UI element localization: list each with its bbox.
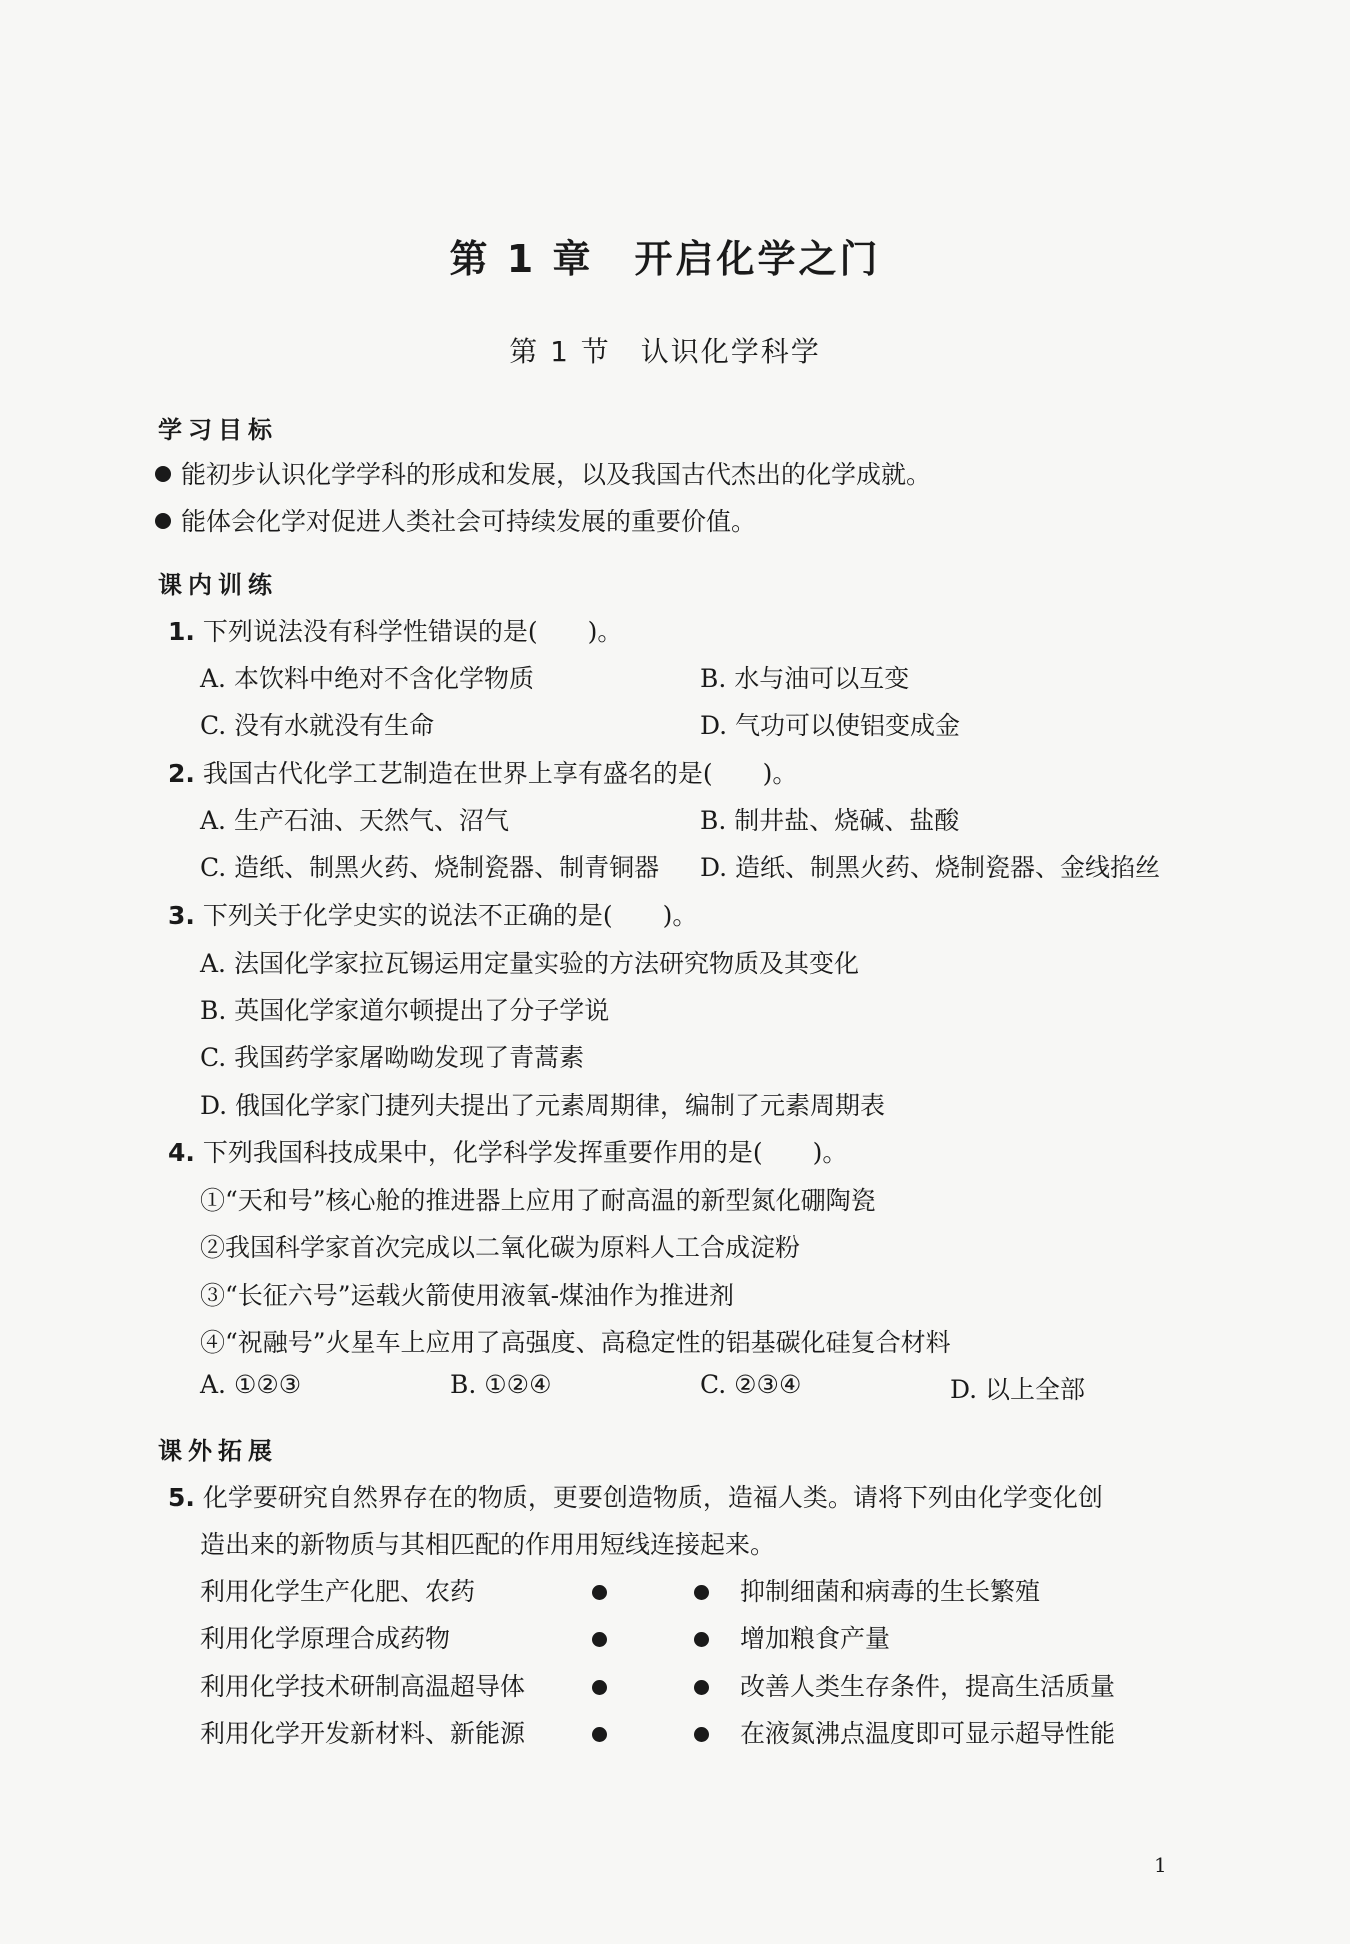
class-training-heading: 课内训练: [158, 571, 278, 599]
match-right-dot-4[interactable]: [694, 1727, 709, 1742]
match-left-dot-4[interactable]: [592, 1727, 607, 1742]
question-4-statement-4: ④“祝融号”火星车上应用了高强度、高稳定性的铝基碳化硅复合材料: [200, 1328, 951, 1357]
match-right-item-3: 改善人类生存条件，提高生活质量: [740, 1672, 1116, 1701]
objective-item-2: 能体会化学对促进人类社会可持续发展的重要价值。: [155, 502, 756, 538]
question-3-option-a: A. 法国化学家拉瓦锡运用定量实验的方法研究物质及其变化: [200, 949, 859, 978]
question-2-option-d: D. 造纸、制黑火药、烧制瓷器、金线掐丝: [700, 853, 1161, 882]
match-left-dot-3[interactable]: [592, 1680, 607, 1695]
question-3-stem: 3. 下列关于化学史实的说法不正确的是( )。: [168, 901, 698, 930]
question-3-option-c: C. 我国药学家屠呦呦发现了青蒿素: [200, 1043, 585, 1072]
question-4-option-d: D. 以上全部: [950, 1375, 1086, 1404]
question-4-option-a: A. ①②③: [200, 1370, 302, 1399]
question-1-option-d: D. 气功可以使铝变成金: [700, 711, 961, 740]
match-right-item-4: 在液氮沸点温度即可显示超导性能: [740, 1719, 1116, 1748]
question-1-option-c: C. 没有水就没有生命: [200, 711, 435, 740]
question-3-option-d: D. 俄国化学家门捷列夫提出了元素周期律，编制了元素周期表: [200, 1091, 886, 1120]
match-left-item-3: 利用化学技术研制高温超导体: [200, 1672, 526, 1701]
question-1-stem: 1. 下列说法没有科学性错误的是( )。: [168, 617, 623, 646]
question-4-option-c: C. ②③④: [700, 1370, 802, 1399]
question-2-stem: 2. 我国古代化学工艺制造在世界上享有盛名的是( )。: [168, 759, 798, 788]
question-1-option-b: B. 水与油可以互变: [700, 664, 910, 693]
match-left-item-1: 利用化学生产化肥、农药: [200, 1577, 476, 1606]
match-left-dot-1[interactable]: [592, 1585, 607, 1600]
match-right-item-2: 增加粮食产量: [740, 1624, 891, 1653]
question-2-option-b: B. 制井盐、烧碱、盐酸: [700, 806, 960, 835]
match-right-dot-2[interactable]: [694, 1632, 709, 1647]
question-4-statement-3: ③“长征六号”运载火箭使用液氧-煤油作为推进剂: [200, 1281, 735, 1310]
match-left-item-2: 利用化学原理合成药物: [200, 1624, 451, 1653]
extension-heading: 课外拓展: [158, 1437, 278, 1465]
question-3-option-b: B. 英国化学家道尔顿提出了分子学说: [200, 996, 610, 1025]
match-left-dot-2[interactable]: [592, 1632, 607, 1647]
question-4-option-b: B. ①②④: [450, 1370, 552, 1399]
question-2-option-a: A. 生产石油、天然气、沼气: [200, 806, 509, 835]
match-left-item-4: 利用化学开发新材料、新能源: [200, 1719, 526, 1748]
page-number: 1: [1154, 1853, 1167, 1877]
bullet-icon: [155, 513, 171, 529]
question-4-statement-2: ②我国科学家首次完成以二氧化碳为原料人工合成淀粉: [200, 1233, 801, 1262]
question-5-stem-line-1: 5. 化学要研究自然界存在的物质，更要创造物质，造福人类。请将下列由化学变化创: [168, 1483, 1103, 1512]
match-right-item-1: 抑制细菌和病毒的生长繁殖: [740, 1577, 1041, 1606]
question-4-stem: 4. 下列我国科技成果中，化学科学发挥重要作用的是( )。: [168, 1138, 848, 1167]
question-5-stem-line-2: 造出来的新物质与其相匹配的作用用短线连接起来。: [200, 1530, 776, 1559]
question-1-option-a: A. 本饮料中绝对不含化学物质: [200, 664, 534, 693]
match-right-dot-3[interactable]: [694, 1680, 709, 1695]
objective-item-1: 能初步认识化学学科的形成和发展，以及我国古代杰出的化学成就。: [155, 455, 931, 491]
question-2-option-c: C. 造纸、制黑火药、烧制瓷器、制青铜器: [200, 853, 660, 882]
bullet-icon: [155, 466, 171, 482]
question-4-statement-1: ①“天和号”核心舱的推进器上应用了耐高温的新型氮化硼陶瓷: [200, 1186, 876, 1215]
match-right-dot-1[interactable]: [694, 1585, 709, 1600]
section-title: 第 1 节 认识化学科学: [509, 335, 821, 368]
objectives-heading: 学习目标: [158, 416, 278, 444]
chapter-title: 第 1 章 开启化学之门: [449, 237, 881, 281]
